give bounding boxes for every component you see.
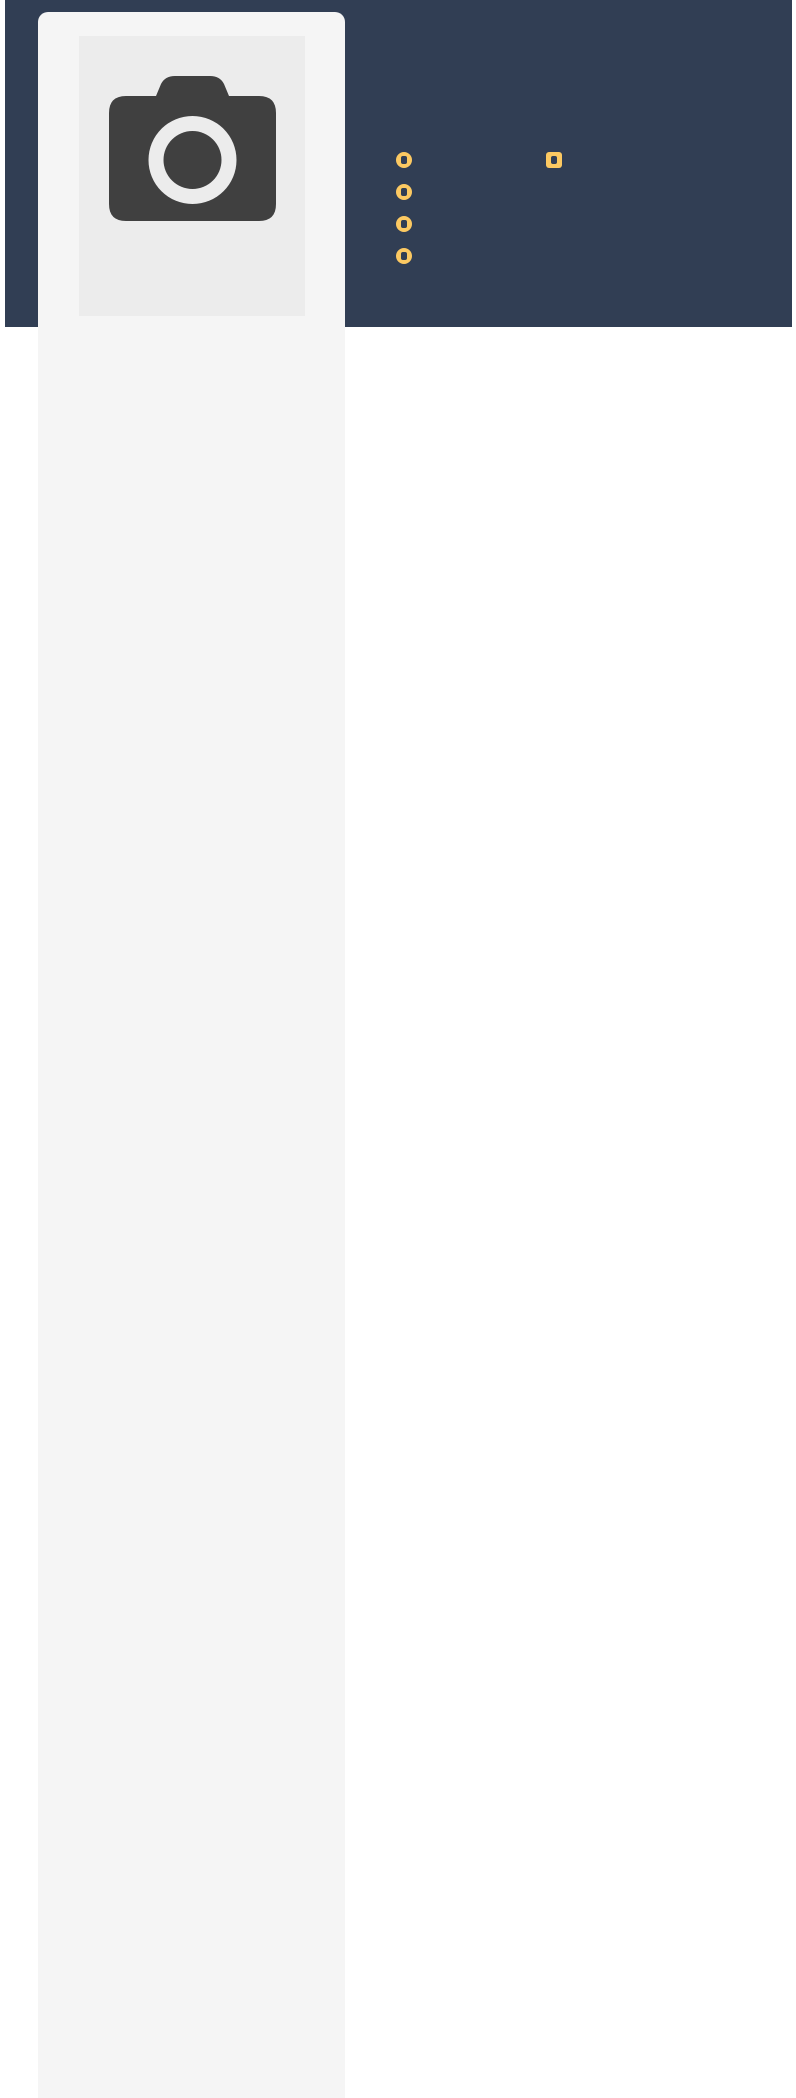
phone-row <box>396 184 427 200</box>
camera-icon <box>109 76 276 221</box>
sidebar <box>38 12 345 2098</box>
gender-row <box>396 152 427 168</box>
calendar-icon <box>546 152 562 168</box>
email-row <box>396 216 427 232</box>
phone-icon <box>396 184 412 200</box>
user-icon <box>396 152 412 168</box>
email-icon <box>396 216 412 232</box>
home-icon <box>396 248 412 264</box>
address-row <box>396 248 427 264</box>
photo-upload[interactable] <box>79 36 305 316</box>
birthdate-row <box>546 152 577 168</box>
